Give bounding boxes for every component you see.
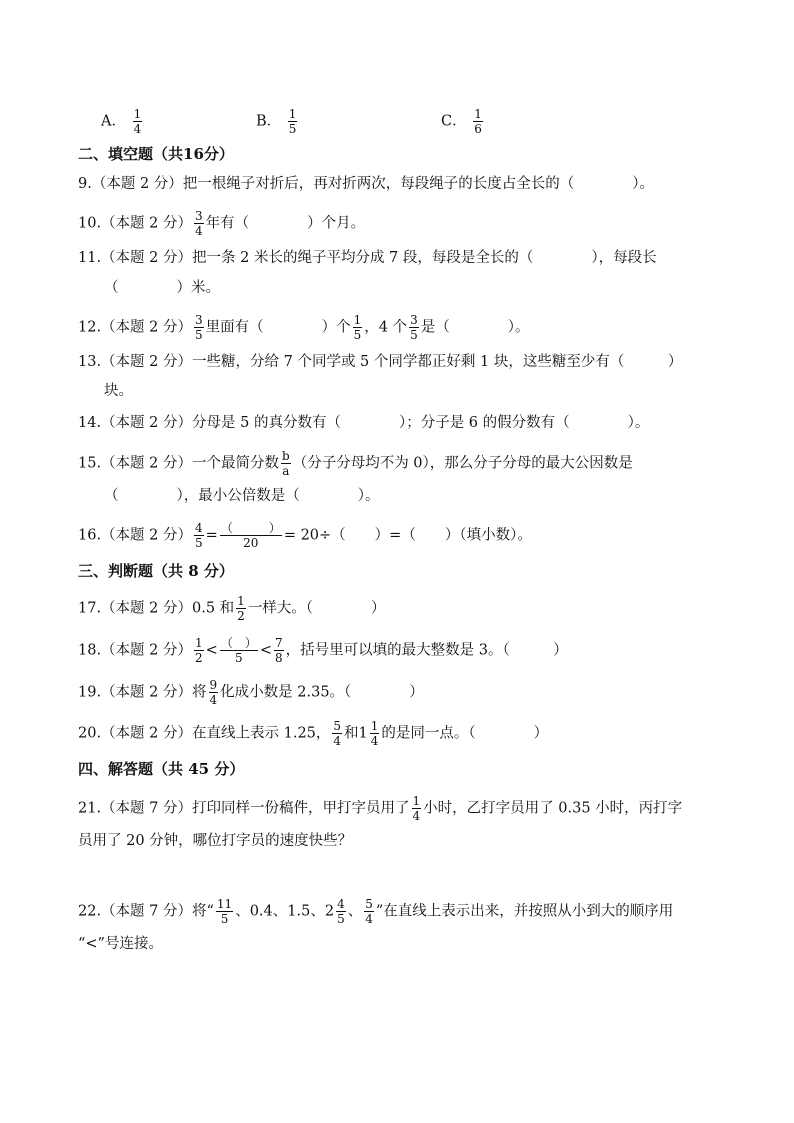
question-15-line-1: 15.（本题 2 分）一个最简分数 $\frac{b}{a}$ （分子分母均不为 0），那么分子分母的最大公因数是 bbox=[78, 449, 633, 478]
question-19: 19.（本题 2 分）将 $\frac{9}{4}$ 化成小数是 2.35。（ ） bbox=[78, 678, 424, 707]
question-12: 12.（本题 2 分） $\frac{3}{5}$ 里面有（ ）个 $\frac{1}{5}$ ，4 个 $\frac{3}{5}$ 是（ ）。 bbox=[78, 313, 530, 342]
fraction: $\frac{1}{5}$ bbox=[353, 313, 362, 342]
fraction: $\frac{7}{8}$ bbox=[274, 636, 283, 665]
question-9: 9.（本题 2 分）把一根绳子对折后，再对折两次，每段绳子的长度占全长的（ ）。 bbox=[78, 176, 655, 192]
section-heading-fill-blank: 二、填空题（共16分） bbox=[78, 145, 234, 163]
option-c-fraction: $\frac{1}{6}$ bbox=[474, 107, 482, 136]
fraction: $\frac{4}{5}$ bbox=[195, 521, 203, 550]
fraction: $\frac{4}{5}$ bbox=[337, 897, 345, 926]
fraction: $\frac{1}{2}$ bbox=[195, 636, 203, 665]
fraction: $\frac{3}{5}$ bbox=[410, 313, 418, 342]
question-18: 18.（本题 2 分） $\frac{1}{2}$ < $\frac{( )}{5}$ < $\frac{7}{8}$ ，括号里可以填的最大整数是 3。（ ） bbox=[78, 636, 568, 665]
question-13-line-2: 块。 bbox=[104, 383, 133, 399]
option-c bbox=[441, 108, 485, 135]
question-17: 17.（本题 2 分）0.5 和 $\frac{1}{2}$ 一样大。（ ） bbox=[78, 594, 386, 623]
fraction: $\frac{11}{5}$ bbox=[216, 897, 233, 926]
fraction: $\frac{1}{2}$ bbox=[237, 594, 245, 623]
fraction: $\frac{1}{4}$ bbox=[412, 794, 421, 823]
question-20: 20.（本题 2 分）在直线上表示 1.25， $\frac{5}{4}$ 和1 $\frac{1}{4}$ 的是同一点。（ ） bbox=[78, 719, 549, 748]
fraction-blank: $\frac{( )}{5}$ bbox=[220, 636, 257, 665]
option-a-label: A． bbox=[101, 113, 126, 130]
option-c-label: C． bbox=[441, 113, 467, 130]
question-21-line-2: 员用了 20 分钟，哪位打字员的速度快些？ bbox=[78, 833, 353, 849]
option-b-label: B． bbox=[256, 113, 282, 130]
option-b-fraction: $\frac{1}{5}$ bbox=[288, 107, 297, 136]
question-11-line-1: 11.（本题 2 分）把一条 2 米长的绳子平均分成 7 段，每段是全长的（ ），每段长 bbox=[78, 250, 657, 266]
question-22-line-2: “<”号连接。 bbox=[78, 936, 163, 952]
question-22-line-1: 22.（本题 7 分）将“ $\frac{11}{5}$ 、0.4、1.5、2 $\frac{4}{5}$ 、 $\frac{5}{4}$ ”在直线上表示出来，并按照从小到大的顺序用 bbox=[78, 897, 674, 926]
option-a-fraction: $\frac{1}{4}$ bbox=[133, 107, 142, 136]
fraction: $\frac{b}{a}$ bbox=[282, 449, 290, 478]
fraction: $\frac{5}{4}$ bbox=[333, 719, 342, 748]
question-16: 16.（本题 2 分） $\frac{4}{5}$ = $\frac{( )}{20}$ = 20÷（ ）=（ ）（填小数）。 bbox=[78, 521, 532, 550]
mixed-number: 2 $\frac{4}{5}$ bbox=[324, 897, 345, 926]
fraction: $\frac{5}{4}$ bbox=[365, 897, 373, 926]
option-a bbox=[101, 108, 144, 135]
question-15-line-2: （ ），最小公倍数是（ ）。 bbox=[104, 488, 380, 504]
question-21-line-1: 21.（本题 7 分）打印同样一份稿件，甲打字员用了 $\frac{1}{4}$ 小时，乙打字员用了 0.35 小时，丙打字 bbox=[78, 794, 683, 823]
fraction: $\frac{3}{4}$ bbox=[195, 209, 203, 238]
mixed-number: 1 $\frac{1}{4}$ bbox=[358, 719, 379, 748]
section-heading-solve: 四、解答题（共 45 分） bbox=[78, 760, 245, 778]
question-13-line-1: 13.（本题 2 分）一些糖，分给 7 个同学或 5 个同学都正好剩 1 块，这些糖至少有（ ） bbox=[78, 354, 683, 370]
fraction: $\frac{1}{4}$ bbox=[370, 719, 379, 748]
fraction-blank: $\frac{( )}{20}$ bbox=[220, 521, 281, 550]
question-11-line-2: （ ）米。 bbox=[104, 280, 220, 296]
fraction: $\frac{9}{4}$ bbox=[209, 678, 218, 707]
section-heading-judgement: 三、判断题（共 8 分） bbox=[78, 562, 234, 580]
question-14: 14.（本题 2 分）分母是 5 的真分数有（ ）；分子是 6 的假分数有（ ）。 bbox=[78, 415, 650, 431]
question-10: 10.（本题 2 分） $\frac{3}{4}$ 年有（ ）个月。 bbox=[78, 209, 366, 238]
option-b bbox=[256, 108, 299, 135]
fraction: $\frac{3}{5}$ bbox=[195, 313, 203, 342]
